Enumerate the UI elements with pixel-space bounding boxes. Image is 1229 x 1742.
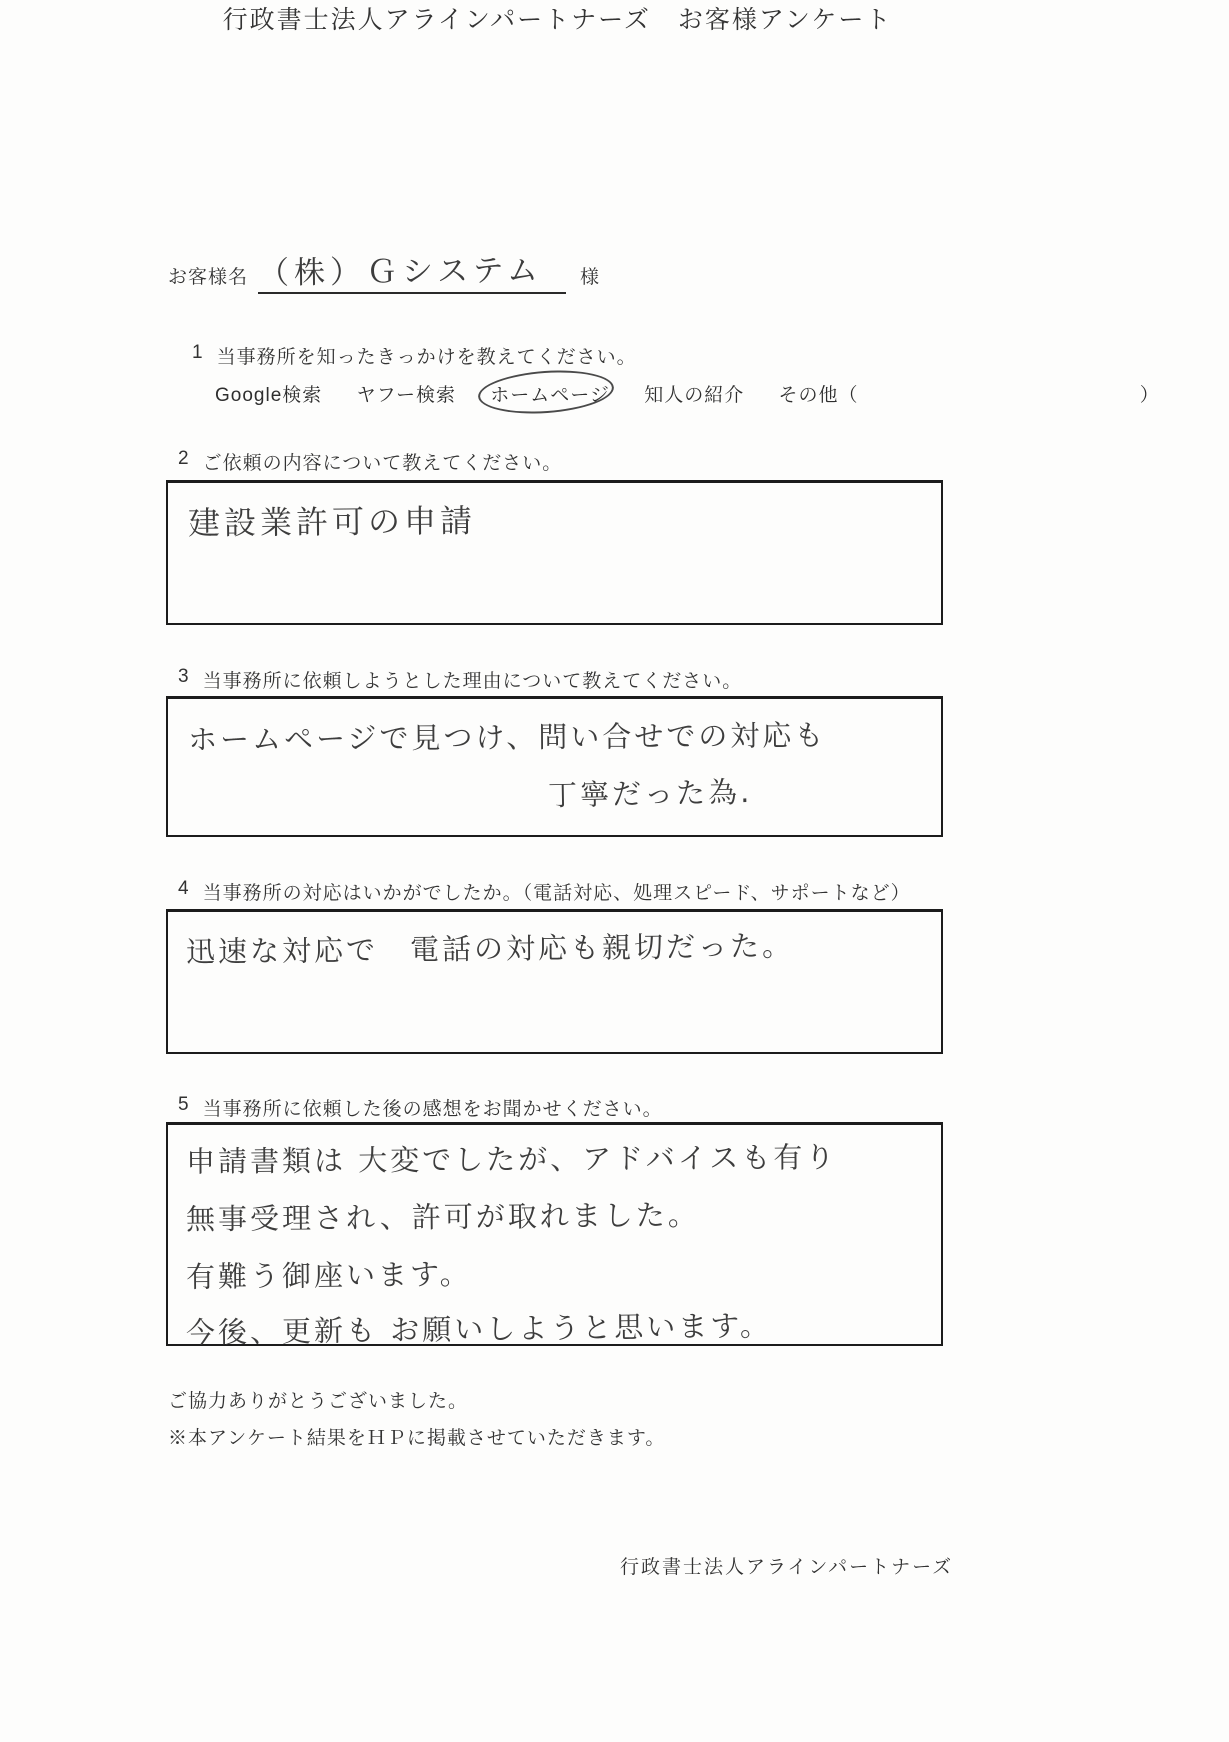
option-other: その他（ bbox=[778, 385, 859, 406]
answer-q5-line1: 申請書類は 大変でしたが、アドバイスも有り bbox=[185, 1140, 838, 1179]
question-1 bbox=[192, 342, 637, 369]
answer-q4-text: 迅速な対応で 電話の対応も親切だった。 bbox=[185, 928, 795, 969]
question-3 bbox=[178, 666, 742, 693]
option-yahoo-search: ヤフー検索 bbox=[356, 385, 456, 406]
option-referral: 知人の紹介 bbox=[644, 385, 745, 406]
answer-q2-text: 建設業許可の申請 bbox=[187, 501, 477, 543]
answer-box-q3 bbox=[166, 696, 943, 837]
question-2-number: 2 bbox=[178, 448, 189, 469]
question-3-label: 当事務所に依頼しようとした理由について教えてください。 bbox=[202, 671, 743, 692]
customer-name-value: （株）Ｇシステム bbox=[257, 252, 544, 292]
footer-note-text: ※本アンケート結果をＨＰに掲載させていただきます。 bbox=[168, 1428, 666, 1449]
question-3-number: 3 bbox=[178, 666, 189, 687]
question-2 bbox=[178, 448, 562, 475]
footer-company-name: 行政書士法人アラインパートナーズ bbox=[620, 1557, 954, 1578]
answer-box-q5 bbox=[166, 1122, 943, 1350]
answer-q5-line4: 今後、更新も お願いしようと思います。 bbox=[185, 1308, 773, 1350]
question-5 bbox=[178, 1094, 663, 1121]
option-other-close-paren: ） bbox=[1139, 385, 1160, 406]
footer-thanks-text: ご協力ありがとうございました。 bbox=[168, 1391, 469, 1412]
question-4 bbox=[178, 878, 911, 905]
question-4-number: 4 bbox=[178, 878, 189, 899]
question-5-label: 当事務所に依頼した後の感想をお聞かせください。 bbox=[202, 1099, 663, 1120]
question-2-label: ご依頼の内容について教えてください。 bbox=[202, 453, 563, 474]
customer-honorific: 様 bbox=[580, 267, 601, 288]
answer-q5-line2: 無事受理され、許可が取れました。 bbox=[185, 1197, 700, 1237]
question-5-number: 5 bbox=[178, 1094, 189, 1115]
circle-annotation-icon bbox=[477, 366, 616, 417]
customer-name-underline bbox=[258, 246, 566, 294]
answer-q3-line2: 丁寧だった為. bbox=[547, 774, 753, 813]
question-1-options bbox=[215, 380, 1160, 407]
question-4-label: 当事務所の対応はいかがでしたか。（電話対応、処理スピード、サポートなど） bbox=[202, 883, 911, 904]
question-1-number: 1 bbox=[192, 342, 203, 363]
option-homepage-label: ホームページ bbox=[490, 385, 610, 406]
answer-q3-line1: ホームページで見つけ、問い合せでの対応も bbox=[187, 718, 827, 757]
answer-box-q4 bbox=[166, 909, 943, 1054]
question-1-label: 当事務所を知ったきっかけを教えてください。 bbox=[216, 347, 637, 368]
option-google-search: Google検索 bbox=[215, 385, 323, 406]
page-title: 行政書士法人アラインパートナーズ お客様アンケート bbox=[222, 6, 893, 34]
customer-name-label: お客様名 bbox=[168, 267, 249, 288]
option-homepage bbox=[490, 380, 610, 407]
answer-q5-line3: 有難う御座います。 bbox=[185, 1256, 472, 1294]
answer-box-q2 bbox=[166, 480, 943, 625]
